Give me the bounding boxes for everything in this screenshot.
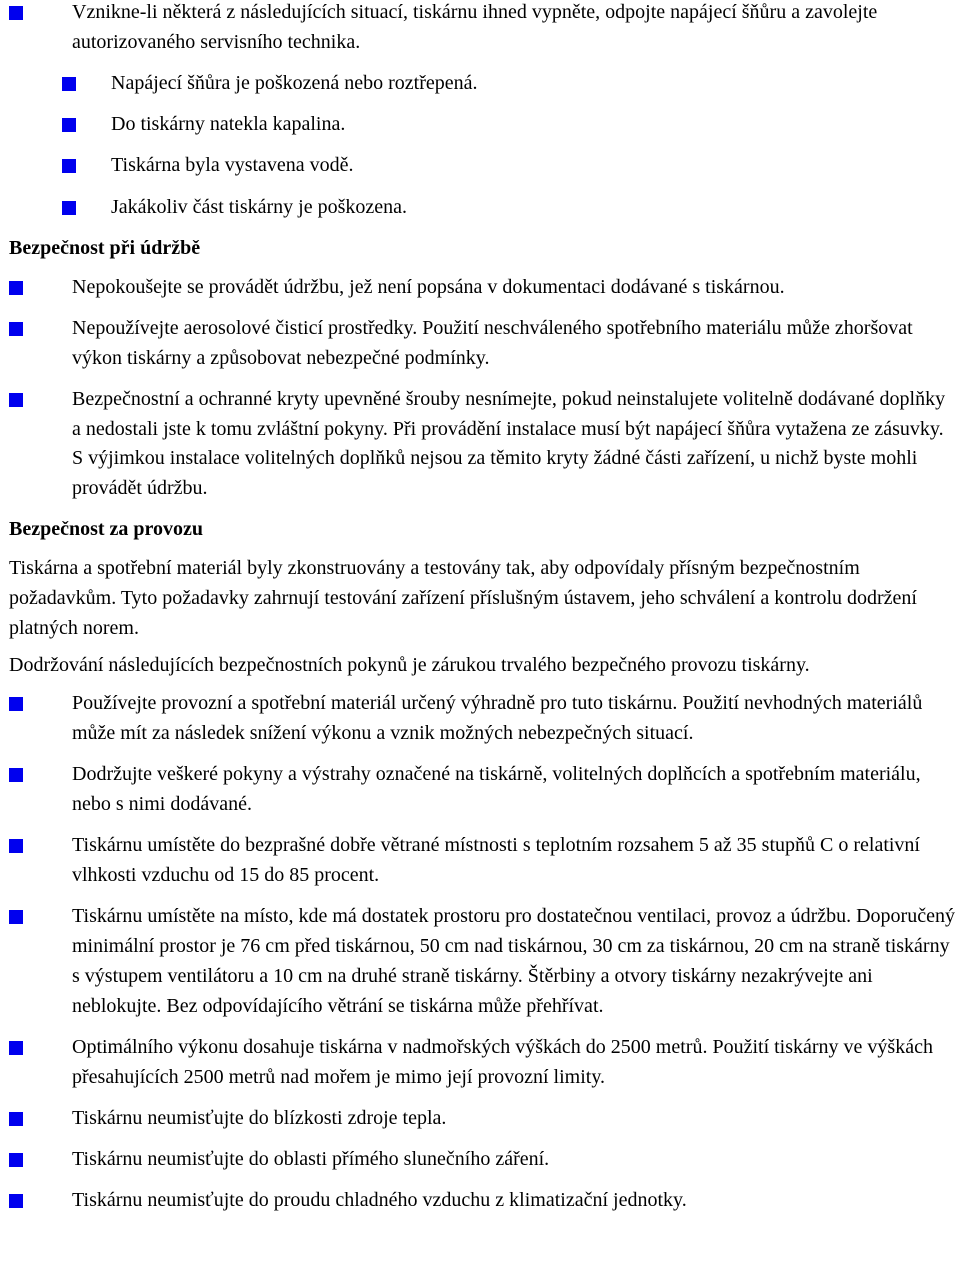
bullet-item <box>9 385 956 504</box>
square-bullet-icon <box>9 697 23 711</box>
bullet-text: Vznikne-li některá z následujících situací, tiskárnu ihned vypněte, odpojte napájecí šňůru a zavolejte autorizovaného servisního technika. <box>72 1 878 53</box>
bullet-item <box>9 0 956 58</box>
bullet-item <box>9 1033 956 1093</box>
sub-bullet-item <box>9 193 956 223</box>
square-bullet-icon <box>9 281 23 295</box>
square-bullet-icon <box>62 201 76 215</box>
square-bullet-icon <box>9 910 23 924</box>
sub-bullet-item <box>9 69 956 99</box>
bullet-item <box>9 273 956 303</box>
bullet-item <box>9 1145 956 1175</box>
square-bullet-icon <box>9 1153 23 1167</box>
bullet-text: Používejte provozní a spotřební materiál určený výhradně pro tuto tiskárnu. Použití nevhodných materiálů může mít za následek snížení výkonu a vznik možných nebezpečných situací. <box>72 692 923 745</box>
square-bullet-icon <box>9 1112 23 1126</box>
bullet-text: Dodržujte veškeré pokyny a výstrahy označené na tiskárně, volitelných doplňcích a spotřebním materiálu, nebo s nimi dodávané. <box>72 763 921 816</box>
square-bullet-icon <box>9 1041 23 1055</box>
bullet-text: Napájecí šňůra je poškozená nebo roztřepená. <box>111 71 478 94</box>
bullet-text: Optimálního výkonu dosahuje tiskárna v nadmořských výškách do 2500 metrů. Použití tiskárny ve výškách přesahujících 2500 metrů nad mořem je mimo její provozní limity. <box>72 1035 933 1088</box>
square-bullet-icon <box>62 77 76 91</box>
paragraph: Dodržování následujících bezpečnostních pokynů je zárukou trvalého bezpečného provozu tiskárny. <box>9 654 810 677</box>
square-bullet-icon <box>62 159 76 173</box>
bullet-item <box>9 831 956 891</box>
bullet-text: Nepokoušejte se provádět údržbu, jež není popsána v dokumentaci dodávané s tiskárnou. <box>72 275 785 298</box>
square-bullet-icon <box>9 839 23 853</box>
square-bullet-icon <box>9 322 23 336</box>
sub-bullet-item <box>9 110 956 140</box>
section-heading-maintenance: Bezpečnost při údržbě <box>9 236 201 259</box>
square-bullet-icon <box>9 393 23 407</box>
paragraph: Tiskárna a spotřební materiál byly zkonstruovány a testovány tak, aby odpovídaly přísným bezpečnostním požadavkům. Tyto požadavky zahrnují testování zařízení příslušným ústavem, jeho schválení a kontrolu dodržení platných norem. <box>9 557 917 639</box>
square-bullet-icon <box>9 768 23 782</box>
bullet-text: Jakákoliv část tiskárny je poškozena. <box>111 195 408 218</box>
bullet-text: Tiskárnu neumisťujte do proudu chladného vzduchu z klimatizační jednotky. <box>72 1189 687 1212</box>
square-bullet-icon <box>9 1194 23 1208</box>
square-bullet-icon <box>9 6 23 20</box>
sub-bullet-item <box>9 151 956 181</box>
bullet-item <box>9 1104 956 1134</box>
bullet-item <box>9 760 956 820</box>
bullet-text: Bezpečnostní a ochranné kryty upevněné šrouby nesnímejte, pokud neinstalujete volitelně dodávané doplňky a nedostali jste k tomu zvláštní pokyny. Při provádění instalace musí být napájecí šňůra vytažena ze zásuvky. S výjimkou instalace volitelných doplňků nejsou za těmito kryty žádné části zařízení, u nichž byste mohli provádět údržbu. <box>72 387 946 500</box>
bullet-text: Tiskárna byla vystavena vodě. <box>111 154 354 177</box>
section-heading-operation: Bezpečnost za provozu <box>9 518 204 541</box>
bullet-item <box>9 689 956 749</box>
bullet-text: Do tiskárny natekla kapalina. <box>111 113 346 136</box>
square-bullet-icon <box>62 118 76 132</box>
bullet-text: Nepoužívejte aerosolové čisticí prostředky. Použití neschváleného spotřebního materiálu může zhoršovat výkon tiskárny a způsobovat nebezpečné podmínky. <box>72 316 913 369</box>
bullet-item <box>9 902 956 1021</box>
bullet-item <box>9 1186 956 1216</box>
bullet-text: Tiskárnu neumisťujte do blízkosti zdroje tepla. <box>72 1106 447 1129</box>
bullet-text: Tiskárnu neumisťujte do oblasti přímého slunečního záření. <box>72 1147 550 1170</box>
bullet-item <box>9 314 956 374</box>
bullet-text: Tiskárnu umístěte do bezprašné dobře větrané místnosti s teplotním rozsahem 5 až 35 stupňů C o relativní vlhkosti vzduchu od 15 do 85 procent. <box>72 834 920 887</box>
bullet-text: Tiskárnu umístěte na místo, kde má dostatek prostoru pro dostatečnou ventilaci, provoz a údržbu. Doporučený minimální prostor je 76 cm před tiskárnou, 50 cm nad tiskárnou, 30 cm za tiskárnou, 20 cm na straně tiskárny s výstupem ventilátoru a 10 cm na druhé straně tiskárny. Štěrbiny a otvory tiskárny nezakrývejte ani neblokujte. Bez odpovídajícího větrání se tiskárna může přehřívat. <box>72 905 955 1017</box>
